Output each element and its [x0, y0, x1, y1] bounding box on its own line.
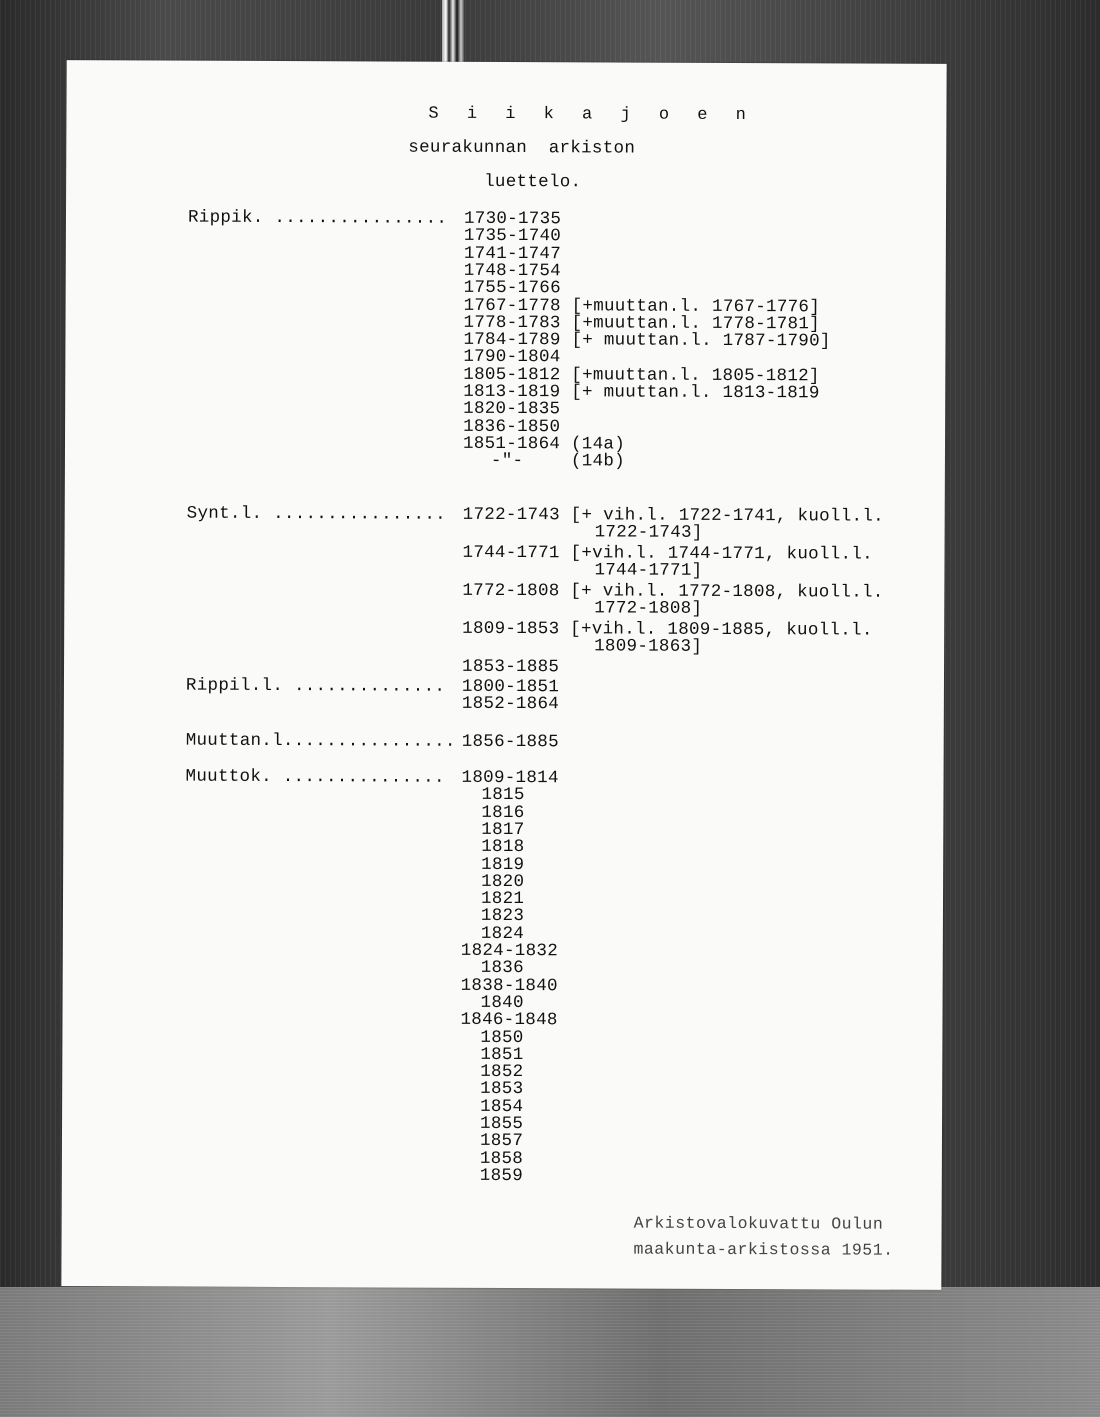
- document-page: [61, 60, 946, 1290]
- year-range: 1851-1864: [462, 433, 561, 455]
- record-note-continued: 1809-1863]: [594, 636, 703, 658]
- section-label: Muuttan.l................: [185, 730, 456, 752]
- record-note: [+muuttan.l. 1805-1812]: [571, 364, 820, 387]
- year-range: 1744-1771: [462, 542, 560, 564]
- year-range: 1824-1832: [460, 940, 559, 962]
- section-label: Muuttok. ...............: [185, 766, 445, 788]
- year-range: 1858: [479, 1148, 524, 1169]
- year-range: 1809-1853: [462, 618, 560, 640]
- year-range: 1852: [480, 1061, 524, 1083]
- year-range: 1816: [481, 802, 525, 823]
- record-note: [+muuttan.l. 1767-1776]: [571, 295, 821, 317]
- year-range: 1836: [480, 958, 524, 979]
- record-note: [+vih.l. 1744-1771, kuoll.l.: [570, 543, 874, 565]
- year-range: 1735-1740: [463, 226, 562, 247]
- record-note: [+muuttan.l. 1778-1781]: [571, 313, 821, 335]
- year-range: 1815: [481, 785, 525, 806]
- scan-background: [0, 1287, 1100, 1417]
- year-range: 1722-1743: [462, 504, 560, 526]
- year-range: 1836-1850: [463, 416, 561, 437]
- year-range: 1859: [479, 1165, 524, 1186]
- year-range: 1800-1851: [461, 676, 560, 698]
- year-range: 1730-1735: [463, 208, 562, 230]
- record-note: [+ muuttan.l. 1787-1790]: [571, 330, 831, 352]
- record-note: [+ vih.l. 1722-1741, kuoll.l.: [570, 505, 884, 527]
- year-range: 1853-1885: [461, 657, 560, 678]
- footer-line-1: Arkistovalokuvattu Oulun: [633, 1213, 884, 1234]
- section-label: Rippik. ................: [187, 207, 448, 229]
- section-label: Synt.l. ................: [186, 503, 446, 525]
- record-note: (14a): [570, 434, 626, 455]
- year-range: 1819: [481, 854, 525, 875]
- year-range: 1805-1812: [463, 364, 561, 385]
- year-range: 1778-1783: [463, 312, 561, 334]
- year-range: 1820-1835: [463, 399, 561, 420]
- record-note-continued: 1722-1743]: [594, 522, 703, 544]
- year-range: 1852-1864: [461, 694, 560, 715]
- record-note-continued: 1744-1771]: [594, 560, 703, 582]
- year-range: 1851: [480, 1044, 524, 1065]
- record-note: (14b): [570, 451, 625, 472]
- year-range: 1824: [480, 923, 525, 944]
- record-note: [+ vih.l. 1772-1808, kuoll.l.: [570, 581, 884, 603]
- document-subtitle-2: luettelo.: [484, 171, 582, 193]
- year-range: 1846-1848: [460, 1010, 558, 1031]
- document-title: S i i k a j o e n: [428, 104, 755, 126]
- year-range: 1767-1778: [463, 295, 561, 316]
- year-range: 1854: [480, 1096, 524, 1117]
- section-label: Rippil.l. ..............: [185, 675, 446, 697]
- year-range: 1784-1789: [463, 329, 561, 351]
- year-range: 1772-1808: [462, 580, 560, 602]
- year-range: 1821: [480, 888, 525, 910]
- year-range: 1741-1747: [463, 243, 562, 264]
- year-range: 1820: [481, 871, 525, 892]
- year-range: 1790-1804: [463, 347, 561, 368]
- year-range: 1748-1754: [463, 260, 562, 282]
- document-subtitle: seurakunnan arkiston: [408, 137, 636, 159]
- year-range: 1818: [481, 837, 525, 858]
- year-range: 1813-1819: [463, 381, 561, 403]
- year-range: 1856-1885: [461, 731, 559, 753]
- record-note: [+vih.l. 1809-1885, kuoll.l.: [570, 619, 873, 641]
- year-range: 1853: [480, 1079, 524, 1100]
- year-range: 1850: [480, 1027, 524, 1048]
- year-range: 1817: [481, 819, 525, 840]
- year-range: 1823: [480, 906, 525, 927]
- year-range: 1755-1766: [463, 278, 561, 299]
- year-range: 1840: [480, 992, 524, 1013]
- year-range: 1857: [479, 1131, 524, 1152]
- year-range: -"-: [490, 451, 524, 472]
- year-range: 1855: [479, 1113, 524, 1135]
- record-note-continued: 1772-1808]: [594, 598, 703, 620]
- year-range: 1838-1840: [460, 975, 558, 996]
- record-note: [+ muuttan.l. 1813-1819: [571, 382, 820, 404]
- footer-line-2: maakunta-arkistossa 1951.: [633, 1239, 894, 1260]
- year-range: 1809-1814: [461, 767, 559, 789]
